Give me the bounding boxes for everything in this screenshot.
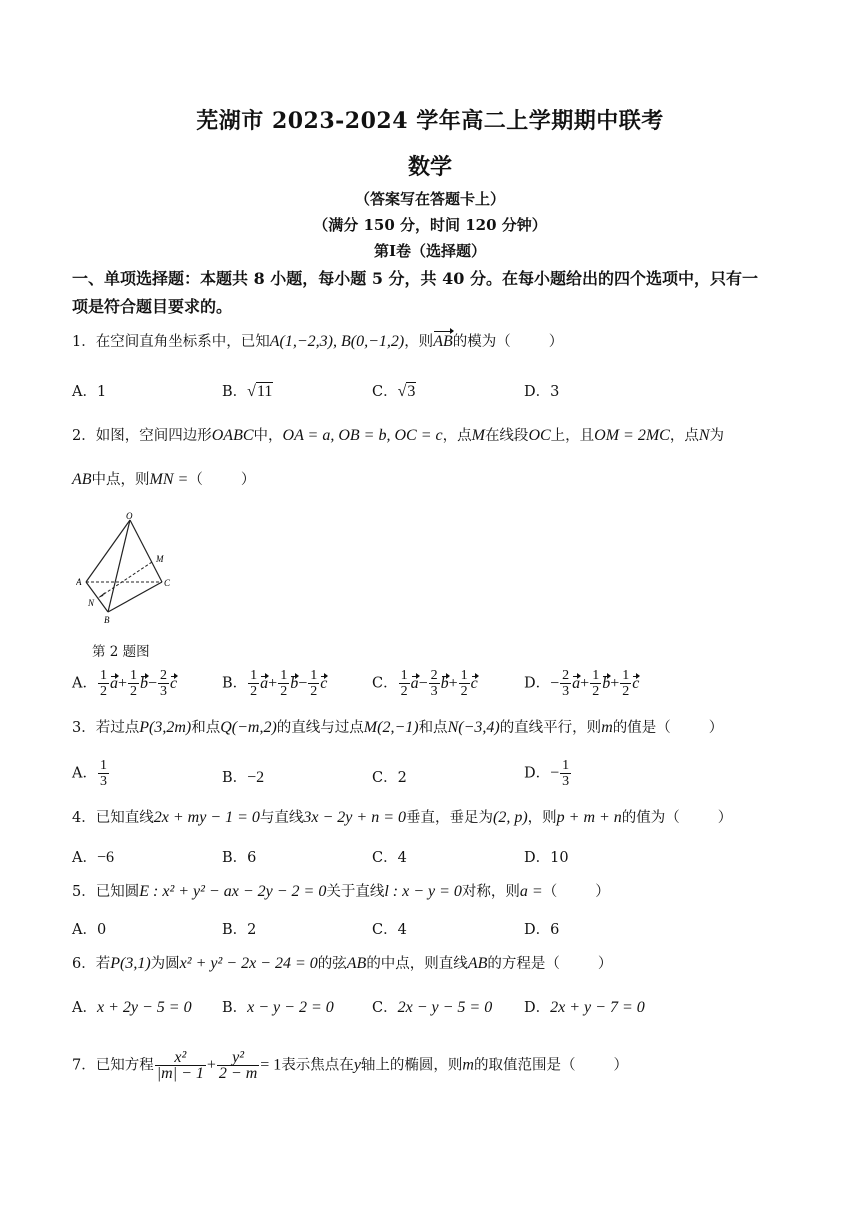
question-2-options <box>72 668 802 704</box>
question-4: 4．已知直线2x + my − 1 = 0与直线3x − 2y + n = 0垂直，垂足为(2, p)，则p + m + n的值为（ ） <box>72 809 733 826</box>
option-b: B．−2 <box>222 769 265 786</box>
option-a: A．1 <box>72 384 107 400</box>
exam-title: 芜湖市 2023-2024 学年高二上学期期中联考 <box>196 108 664 134</box>
section-heading: 一、单项选择题：本题共 8 小题，每小题 5 分，共 40 分。在每小题给出的四个选项中，只有一 项是符合题目要求的。 <box>72 269 758 316</box>
volume-title: 第Ⅰ卷（选择题） <box>373 242 487 260</box>
question-7: 7．已知方程 $\frac{\text{x²}}{|m| - 1}$ + $\frac{\text{y²}}{2 - m}$ = 1表示焦点在y轴上的椭圆，则m的取值范围是（ ） <box>72 1049 628 1082</box>
question-2: 2．如图，空间四边形OABC中，OA = a, OB = b, OC = c，点M在线段OC上，且OM = 2MC，点N为 <box>72 427 725 444</box>
score-time-note: （满分 150 分，时间 120 分钟） <box>313 216 547 234</box>
label-b: B <box>104 615 110 624</box>
question-5: 5．已知圆E : x² + y² − ax − 2y − 2 = 0关于直线l : x − y = 0对称，则a =（ ） <box>72 883 610 900</box>
option-d: D．− $\frac{1}{3}$ <box>524 758 570 789</box>
question-1-options <box>72 380 802 410</box>
option-c: C．2x − y − 5 = 0 <box>372 999 493 1016</box>
question-5-options <box>72 918 802 948</box>
option-d: D．6 <box>524 922 560 938</box>
question-3: 3．若过点P(3,2m)和点Q(−m,2)的直线与过点M(2,−1)和点N(−3,4)的直线平行，则m的值是（ ） <box>72 719 724 736</box>
question-6-options <box>72 996 802 1026</box>
ellipse-term-x: $\frac{\text{x²}}{|m| - 1}$ <box>156 1049 204 1082</box>
option-d: D．2x + y − 7 = 0 <box>524 999 645 1016</box>
label-o: O <box>126 512 133 521</box>
question-6: 6．若P(3,1)为圆x² + y² − 2x − 24 = 0的弦AB的中点，则直线AB的方程是（ ） <box>72 955 613 972</box>
question-1: 1．在空间直角坐标系中，已知A(1,−2,3), B(0,−1,2)，则AB的模为（ ） <box>72 330 802 354</box>
answer-note: （答案写在答题卡上） <box>354 190 505 208</box>
option-c: C．√3 <box>372 383 416 400</box>
question-3-options <box>72 758 802 794</box>
option-b: B．√11 <box>222 383 273 400</box>
option-b: B．x − y − 2 = 0 <box>222 999 334 1016</box>
label-a: A <box>76 577 82 587</box>
option-d: D．3 <box>524 384 560 400</box>
option-b: B． $\frac{1}{2}$ a+ $\frac{1}{2}$ b− $\frac{1}{2}$ c <box>222 668 328 699</box>
option-a: A．x + 2y − 5 = 0 <box>72 999 192 1016</box>
option-c: C．4 <box>372 922 407 938</box>
label-c: C <box>164 578 171 588</box>
label-n: N <box>88 598 95 608</box>
option-b: B．6 <box>222 850 257 866</box>
figure-caption: 第 2 题图 <box>92 644 150 660</box>
tetrahedron-figure <box>76 512 174 624</box>
option-c: C．4 <box>372 850 407 866</box>
option-b: B．2 <box>222 922 257 938</box>
option-a: A．0 <box>72 922 107 938</box>
option-c: C． $\frac{1}{2}$ a− $\frac{2}{3}$ b+ $\frac{1}{2}$ c <box>372 668 478 699</box>
option-d: D．− $\frac{2}{3}$ a+ $\frac{1}{2}$ b+ $\frac{1}{2}$ c <box>524 668 640 699</box>
option-a: A．−6 <box>72 849 115 866</box>
option-c: C．2 <box>372 770 407 786</box>
option-a: A． $\frac{1}{3}$ <box>72 758 107 789</box>
label-m: M <box>156 554 164 564</box>
option-a: A． $\frac{1}{2}$ a+ $\frac{1}{2}$ b− $\frac{2}{3}$ c <box>72 668 178 699</box>
question-4-options <box>72 846 802 876</box>
option-d: D．10 <box>524 850 569 866</box>
ellipse-term-y: $\frac{\text{y²}}{2 - m}$ <box>218 1049 258 1082</box>
question-2-line-2: AB中点，则MN =（ ） <box>72 471 256 488</box>
subject-title: 数学 <box>407 154 452 180</box>
